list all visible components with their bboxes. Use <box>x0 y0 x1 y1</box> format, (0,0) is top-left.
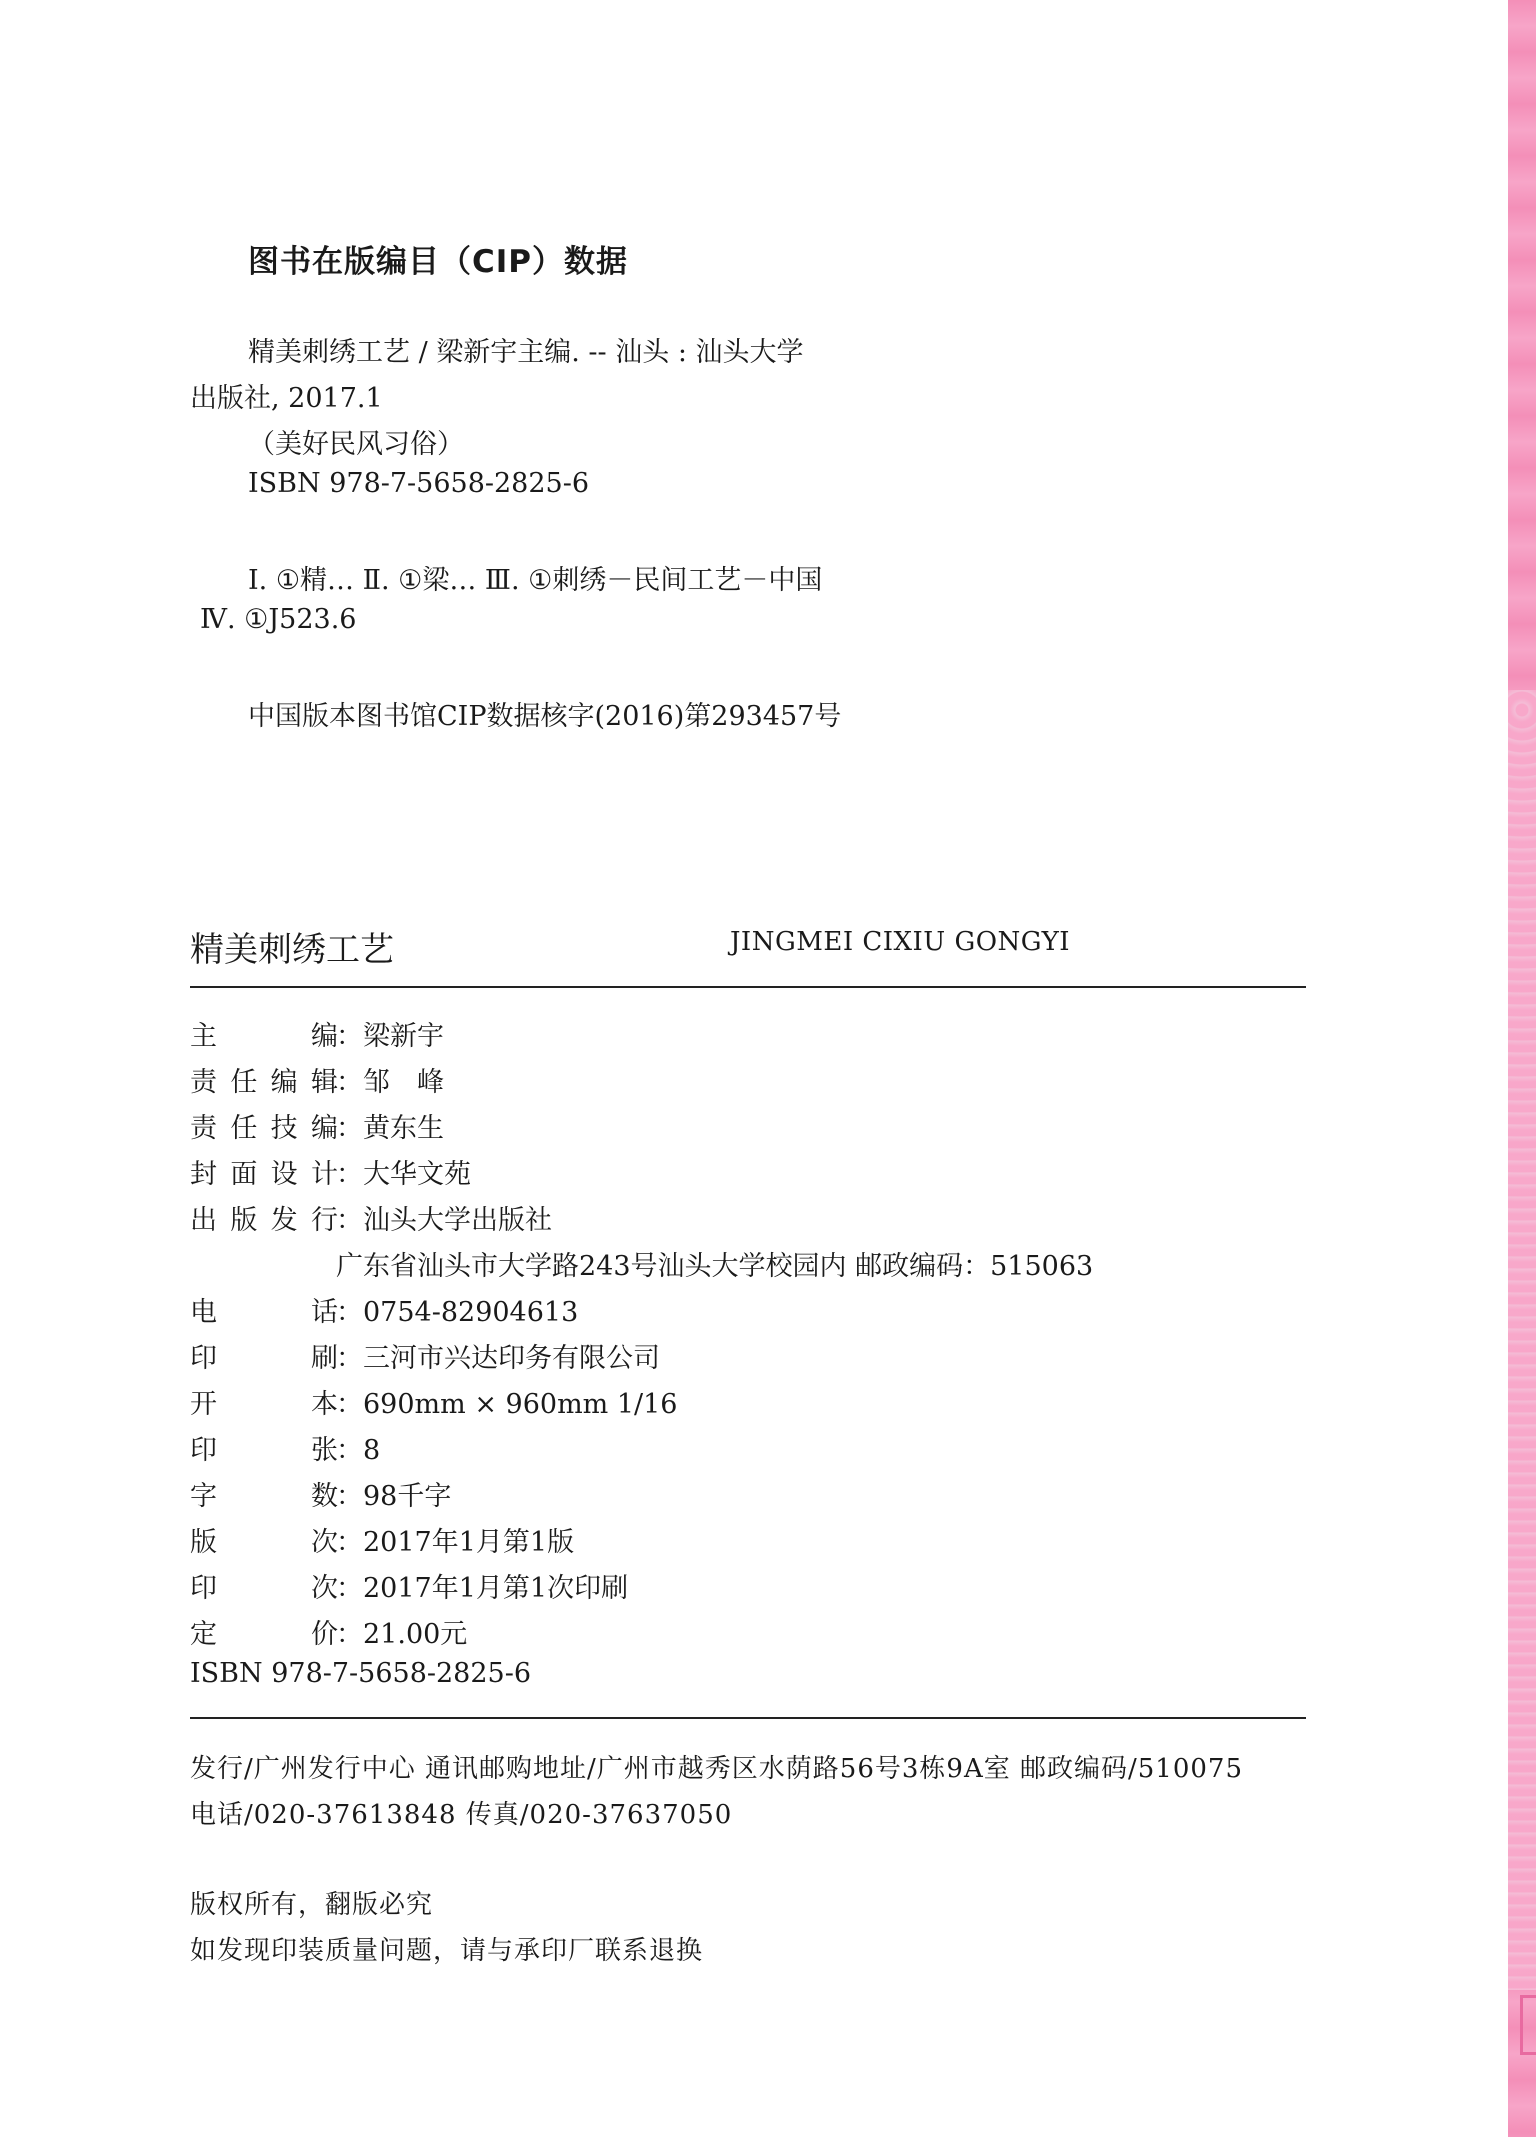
info-value <box>336 1290 578 1329</box>
info-label: 印 次 <box>190 1573 338 1604</box>
divider-bottom <box>190 1717 1306 1719</box>
info-label: 定 价 <box>190 1619 338 1650</box>
info-value-text: 汕头大学出版社 <box>363 1205 552 1236</box>
info-colon: ： <box>336 1159 363 1190</box>
book-title-cn: 精美刺绣工艺 <box>190 930 394 970</box>
cip-classification-cont: Ⅳ. ①J523.6 <box>200 604 357 635</box>
info-value-text: 8 <box>363 1435 381 1466</box>
info-colon: ： <box>336 1573 363 1604</box>
info-value <box>336 1382 677 1421</box>
quality-notice: 如发现印装质量问题，请与承印厂联系退换 <box>190 1936 704 1966</box>
info-colon: ： <box>336 1113 363 1144</box>
info-value-text: 21.00元 <box>363 1619 468 1650</box>
info-value-text: 2017年1月第1次印刷 <box>363 1573 629 1604</box>
info-colon: ： <box>336 1067 363 1098</box>
info-value <box>336 1612 467 1651</box>
info-value <box>336 1106 444 1145</box>
info-colon: ： <box>336 1435 363 1466</box>
info-label: 主 编 <box>190 1021 338 1052</box>
cip-verification-number: 中国版本图书馆CIP数据核字(2016)第293457号 <box>248 701 842 732</box>
info-value-text: 0754-82904613 <box>363 1297 579 1328</box>
cip-isbn: ISBN 978-7-5658-2825-6 <box>248 468 590 499</box>
cip-classification: Ⅰ. ①精… Ⅱ. ①梁… Ⅲ. ①刺绣－民间工艺－中国 <box>248 565 823 596</box>
cip-line-3: （美好民风习俗） <box>248 429 464 460</box>
info-colon: ： <box>336 1619 363 1650</box>
info-colon: ： <box>336 1297 363 1328</box>
info-value <box>336 1152 471 1191</box>
info-value-text: 梁新宇 <box>363 1021 444 1052</box>
publisher-address: 广东省汕头市大学路243号汕头大学校园内 邮政编码：515063 <box>336 1251 1094 1282</box>
info-colon: ： <box>336 1343 363 1374</box>
cip-heading: 图书在版编目（CIP）数据 <box>248 244 629 280</box>
info-label: 封面设计 <box>190 1159 338 1190</box>
info-value-text: 邹 峰 <box>363 1067 444 1098</box>
copyright-notice: 版权所有，翻版必究 <box>190 1890 434 1920</box>
info-value-text: 690mm × 960mm 1/16 <box>363 1389 678 1420</box>
distribution-info: 发行/广州发行中心 通讯邮购地址/广州市越秀区水荫路56号3栋9A室 邮政编码/510075 <box>190 1754 1244 1784</box>
info-value <box>336 1566 628 1605</box>
cip-line-1: 精美刺绣工艺 / 梁新宇主编. -- 汕头 : 汕头大学 <box>248 337 804 368</box>
info-value <box>336 1520 574 1559</box>
info-label: 字 数 <box>190 1481 338 1512</box>
decorative-pattern <box>1508 690 1536 1990</box>
info-label: 印 张 <box>190 1435 338 1466</box>
info-value-text: 2017年1月第1版 <box>363 1527 575 1558</box>
info-value <box>336 1428 380 1467</box>
cip-line-2: 出版社, 2017.1 <box>190 383 383 414</box>
info-label: 出版发行 <box>190 1205 338 1236</box>
decorative-frame <box>1520 1995 1536 2055</box>
info-value <box>336 1336 660 1375</box>
info-colon: ： <box>336 1205 363 1236</box>
info-value-text: 大华文苑 <box>363 1159 471 1190</box>
info-value <box>336 1014 444 1053</box>
info-value <box>336 1060 444 1099</box>
info-label: 版 次 <box>190 1527 338 1558</box>
isbn: ISBN 978-7-5658-2825-6 <box>190 1658 532 1689</box>
info-label: 责任技编 <box>190 1113 338 1144</box>
info-value <box>336 1198 552 1237</box>
info-colon: ： <box>336 1481 363 1512</box>
info-value-text: 黄东生 <box>363 1113 444 1144</box>
contact-info: 电话/020-37613848 传真/020-37637050 <box>190 1800 733 1830</box>
info-label: 印 刷 <box>190 1343 338 1374</box>
info-label: 责任编辑 <box>190 1067 338 1098</box>
info-colon: ： <box>336 1389 363 1420</box>
info-value-text: 三河市兴达印务有限公司 <box>363 1343 660 1374</box>
info-label: 开 本 <box>190 1389 338 1420</box>
info-colon: ： <box>336 1021 363 1052</box>
divider-top <box>190 986 1306 988</box>
info-colon: ： <box>336 1527 363 1558</box>
info-value-text: 98千字 <box>363 1481 452 1512</box>
info-value <box>336 1474 451 1513</box>
info-label: 电 话 <box>190 1297 338 1328</box>
book-title-en: JINGMEI CIXIU GONGYI <box>730 927 1071 957</box>
